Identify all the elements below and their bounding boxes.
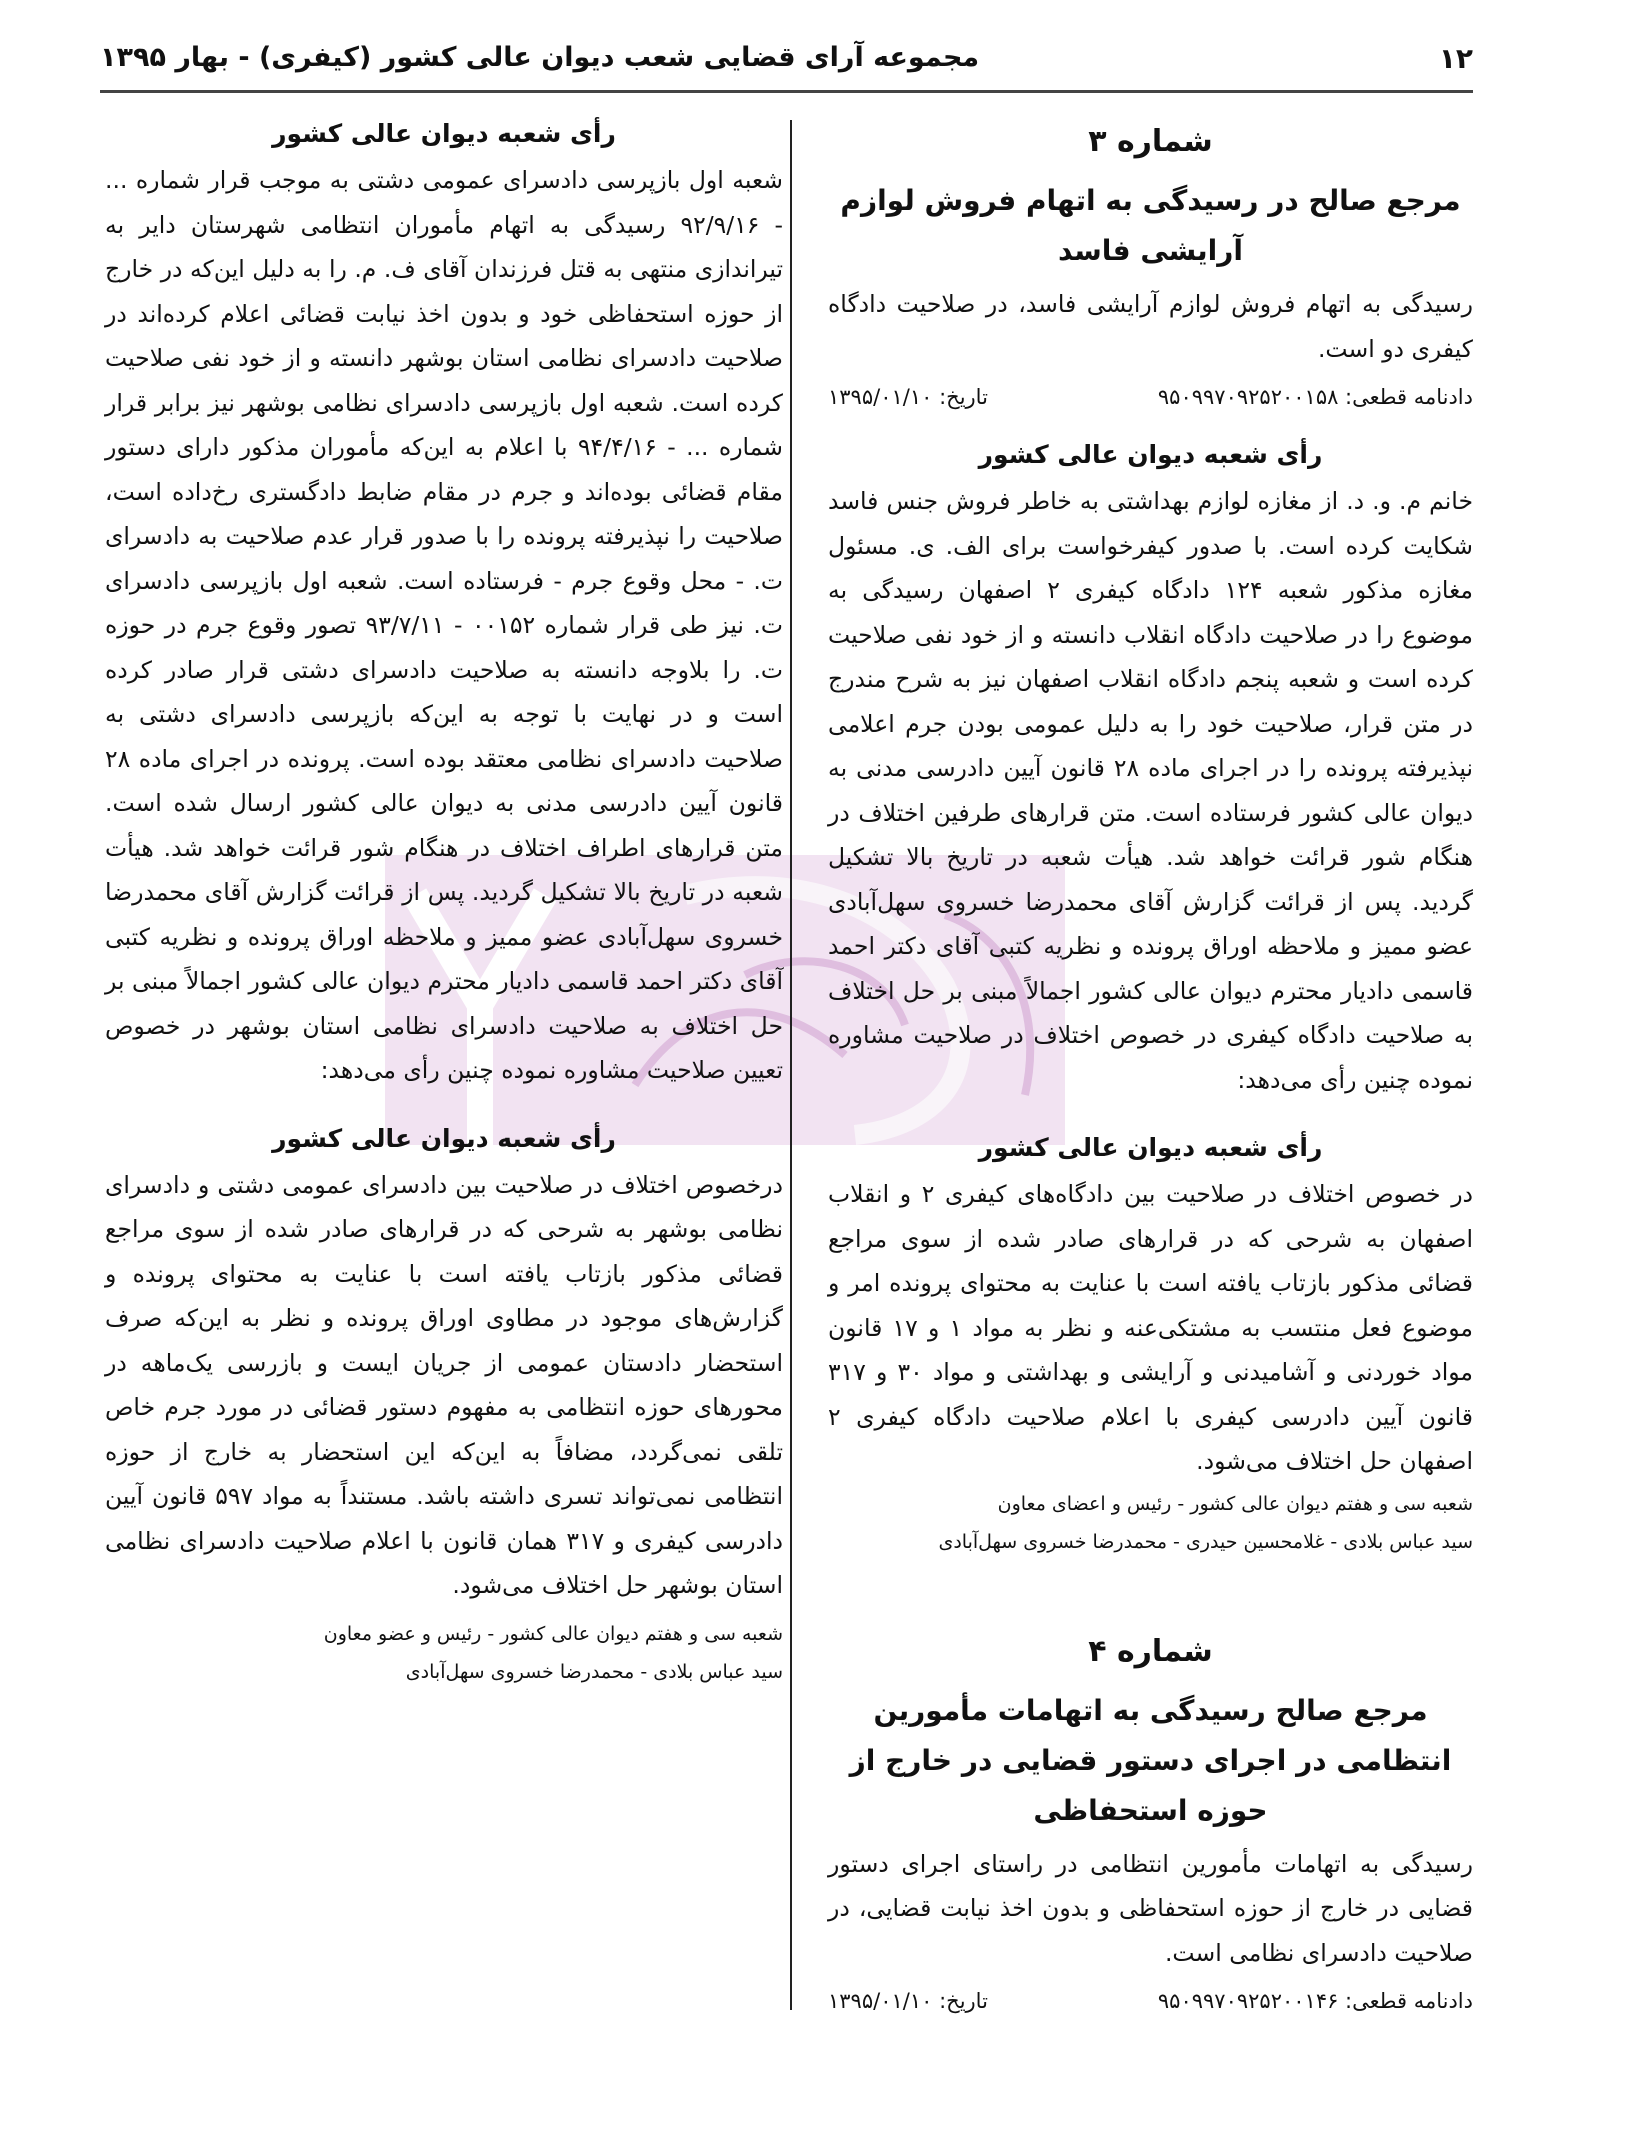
case3-section2-heading: رأی شعبه دیوان عالی کشور <box>978 1133 1323 1162</box>
case3-summary: رسیدگی به اتهام فروش لوازم آرایشی فاسد، در صلاحیت دادگاه کیفری دو است. <box>828 290 1473 363</box>
case4-title: مرجع صالح رسیدگی به اتهامات مأمورین انتظامی در اجرای دستور قضایی در خارج از حوزه استحفاظی <box>849 1693 1452 1827</box>
case3-title: مرجع صالح در رسیدگی به اتهام فروش لوازم آرایشی فاسد <box>840 184 1461 267</box>
book-title: مجموعه آرای قضایی شعب دیوان عالی کشور (کیفری) - بهار ۱۳۹۵ <box>100 42 980 73</box>
case4-date: تاریخ: ۱۳۹۵/۰۱/۱۰ <box>828 1989 988 2013</box>
case3-date: تاریخ: ۱۳۹۵/۰۱/۱۰ <box>828 385 988 409</box>
column-divider <box>790 120 792 2010</box>
case4-signature-branch: شعبه سی و هفتم دیوان عالی کشور - رئیس و عضو معاون <box>323 1622 783 1645</box>
case4-section1-text: شعبه اول بازپرسی دادسرای عمومی دشتی به موجب قرار شماره ... - ۹۲/۹/۱۶ رسیدگی به اتهام مأموران انتظامی شهرستان دایر به تیراندازی منتهی به قتل فرزندان آقای ف. م. را به دلیل این‌که در خارج از حوزه استحفاظی خود و بدون اخذ نیابت قضائی اعلام کرده‌اند در صلاحیت دادسرای نظامی استان بوشهر دانسته و از خود نفی صلاحیت کرده است. شعبه اول بازپرسی دادسرای نظامی بوشهر نیز برابر قرار شماره ... - ۹۴/۴/۱۶ با اعلام به این‌که مأموران مذکور دارای دستور مقام قضائی بوده‌اند و جرم در مقام ضابط دادگستری رخ‌داده است، صلاحیت را نپذیرفته پرونده را با صدور قرار عدم صلاحیت به دادسرای ت. - محل وقوع جرم - فرستاده است. شعبه اول بازپرسی دادسرای ت. نیز طی قرار شماره ۰۰۱۵۲ - ۹۳/۷/۱۱ تصور وقوع جرم در حوزه ت. را بلاوجه دانسته به صلاحیت دادسرای دشتی قرار صادر کرده است و در نهایت با توجه به این‌که بازپرسی دادسرای دشتی به صلاحیت دادسرای نظامی معتقد بوده است. پرونده در اجرای ماده ۲۸ قانون آیین دادرسی مدنی به دیوان عالی کشور ارسال شده است. متن قرارهای اطراف اختلاف در هنگام شور قرائت خواهد شد. هیأت شعبه در تاریخ بالا تشکیل گردید. پس از قرائت گزارش آقای محمدرضا خسروی سهل‌آبادی عضو ممیز و ملاحظه اوراق پرونده و نظریه کتبی آقای دکتر احمد قاسمی دادیار محترم دیوان عالی کشور اجمالاً مبنی بر حل اختلاف به صلاحیت دادسرای نظامی استان بوشهر در خصوص تعیین صلاحیت مشاوره نموده چنین رأی می‌دهد: <box>105 166 783 1084</box>
case3-verdict-number: دادنامه قطعی: ۹۵۰۹۹۷۰۹۲۵۲۰۰۱۵۸ <box>1157 385 1473 409</box>
case4-section2-text: درخصوص اختلاف در صلاحیت بین دادسرای عمومی دشتی و دادسرای نظامی بوشهر به شرحی که در قرارهای صادر شده از سوی مراجع قضائی مذکور بازتاب یافته است با عنایت به محتوای پرونده و گزارش‌های موجود در مطاوی اوراق پرونده و نظر به این‌که صرف استحضار دادستان عمومی از جریان ایست و بازرسی یک‌ماهه در محورهای حوزه انتظامی به مفهوم دستور قضائی در مورد جرم خاص تلقی نمی‌گردد، مضافاً به این‌که این استحضار به خارج از حوزه انتظامی نمی‌تواند تسری داشته باشد. مستنداً به مواد ۵۹۷ قانون آیین دادرسی کیفری و ۳۱۷ همان قانون با اعلام صلاحیت دادسرای نظامی استان بوشهر حل اختلاف می‌شود. <box>105 1170 784 1599</box>
case3-signature-branch: شعبه سی و هفتم دیوان عالی کشور - رئیس و اعضای معاون <box>997 1492 1473 1515</box>
case4-section2-heading: رأی شعبه دیوان عالی کشور <box>272 1123 616 1153</box>
case4-section1-heading: رأی شعبه دیوان عالی کشور <box>272 119 616 148</box>
case4-signature-judges: سید عباس بلادی - محمدرضا خسروی سهل‌آبادی <box>405 1660 783 1683</box>
case4-summary: رسیدگی به اتهامات مأمورین انتظامی در راستای اجرای دستور قضایی در خارج از حوزه استحفاظی و بدون اخذ نیابت قضایی، در صلاحیت دادسرای نظامی است. <box>828 1849 1473 1967</box>
case4-verdict-number: دادنامه قطعی: ۹۵۰۹۹۷۰۹۲۵۲۰۰۱۴۶ <box>1157 1989 1473 2013</box>
case4-number-heading: شماره ۴ <box>1088 1633 1213 1669</box>
right-column <box>828 112 1473 2037</box>
running-header <box>100 40 1473 93</box>
case3-signature-judges: سید عباس بلادی - غلامحسین حیدری - محمدرضا خسروی سهل‌آبادی <box>938 1530 1473 1553</box>
case3-number-heading: شماره ۳ <box>1088 124 1213 159</box>
case4-meta <box>828 1989 1473 2013</box>
case3-meta <box>828 385 1473 409</box>
case3-section1-heading: رأی شعبه دیوان عالی کشور <box>978 440 1323 469</box>
left-column <box>105 112 783 1692</box>
case3-section2-text: در خصوص اختلاف در صلاحیت بین دادگاه‌های کیفری ۲ و انقلاب اصفهان به شرحی که در قرارهای صادر شده از سوی مراجع قضائی مذکور بازتاب یافته است با عنایت به محتوای پرونده امر و موضوع فعل منتسب به مشتکی‌عنه و نظر به مواد ۱ و ۱۷ قانون مواد خوردنی و آشامیدنی و آرایشی و بهداشتی و مواد ۳۰ و ۳۱۷ قانون آیین دادرسی کیفری با اعلام صلاحیت دادگاه کیفری ۲ اصفهان حل اختلاف می‌شود. <box>828 1180 1474 1475</box>
page-number: ۱۲ <box>1438 42 1473 75</box>
case3-section1-text: خانم م. و. د. از مغازه لوازم بهداشتی به خاطر فروش جنس فاسد شکایت کرده است. با صدور کیفرخواست برای الف. ی. مسئول مغازه مذکور شعبه ۱۲۴ دادگاه کیفری ۲ اصفهان رسیدگی به موضوع را در صلاحیت دادگاه انقلاب دانسته و از خود نفی صلاحیت کرده است و شعبه پنجم دادگاه انقلاب اصفهان نیز به شرح مندرج در متن قرار، صلاحیت خود را به دلیل عمومی بودن جرم اعلامی نپذیرفته پرونده را در اجرای ماده ۲۸ قانون آیین دادرسی مدنی به دیوان عالی کشور فرستاده است. متن قرارهای طرفین اختلاف در هنگام شور قرائت خواهد شد. هیأت شعبه در تاریخ بالا تشکیل گردید. پس از قرائت گزارش آقای محمدرضا خسروی سهل‌آبادی عضو ممیز و ملاحظه اوراق پرونده و نظریه کتبی آقای دکتر احمد قاسمی دادیار محترم دیوان عالی کشور اجمالاً مبنی بر حل اختلاف به صلاحیت دادگاه کیفری در خصوص اختلاف در صلاحیت مشاوره نموده چنین رأی می‌دهد: <box>828 487 1474 1094</box>
